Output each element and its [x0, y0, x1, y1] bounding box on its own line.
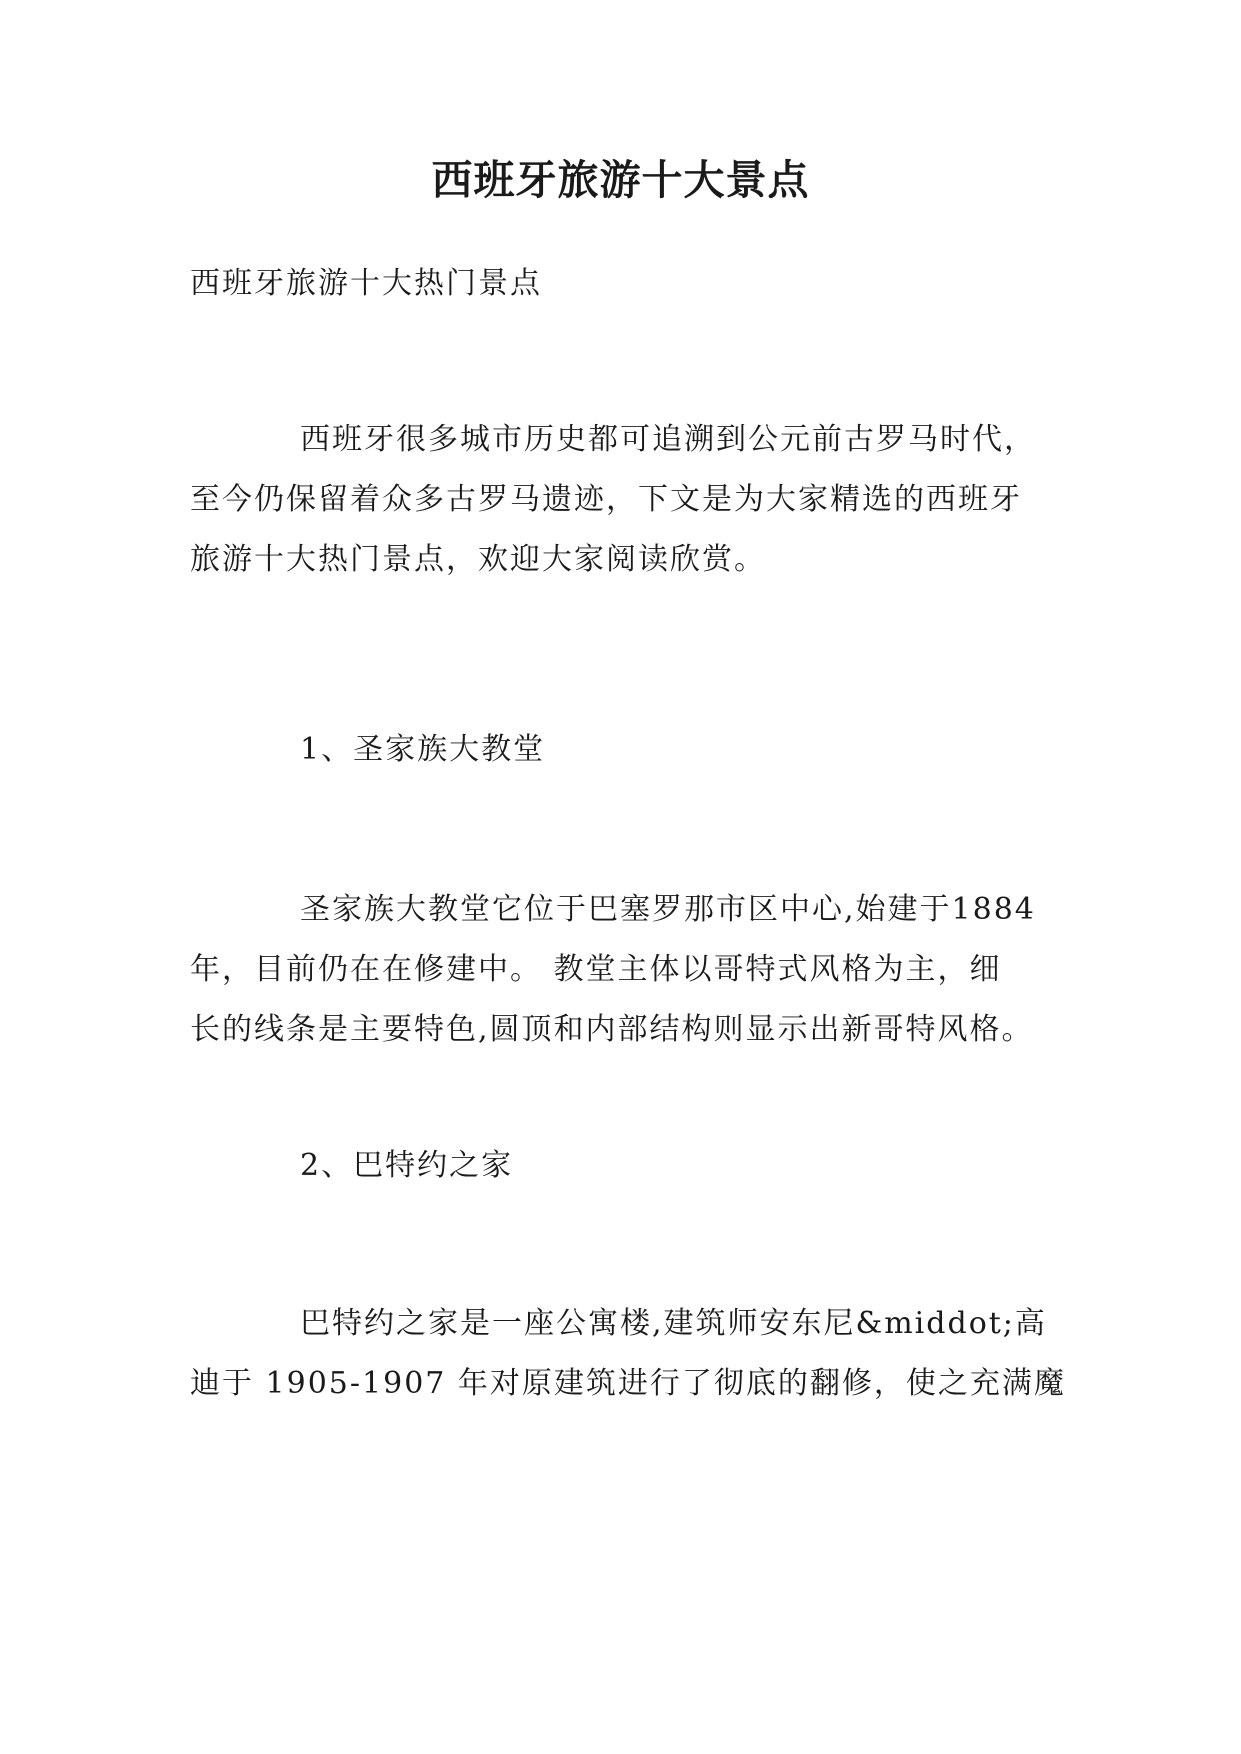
section-line: 年，目前仍在在修建中。 教堂主体以哥特式风格为主，细	[190, 952, 1002, 987]
section-line: 长的线条是主要特色,圆顶和内部结构则显示出新哥特风格。	[190, 1012, 1034, 1047]
section-line: 迪于 1905-1907 年对原建筑进行了彻底的翻修，使之充满魔	[190, 1366, 1066, 1401]
intro-paragraph	[190, 410, 1070, 590]
intro-line: 西班牙很多城市历史都可追溯到公元前古罗马时代，	[300, 422, 1036, 457]
document-title: 西班牙旅游十大景点	[431, 156, 810, 204]
section-paragraph-1	[190, 880, 1070, 1060]
section-line: 巴特约之家是一座公寓楼,建筑师安东尼&middot;高	[300, 1306, 1047, 1341]
intro-line: 至今仍保留着众多古罗马遗迹，下文是为大家精选的西班牙	[190, 482, 1022, 517]
section-heading-2	[190, 1136, 1070, 1196]
subtitle-text: 西班牙旅游十大热门景点	[190, 266, 542, 301]
section-heading-text: 2、巴特约之家	[300, 1148, 514, 1183]
section-heading-1	[190, 720, 1070, 780]
intro-line: 旅游十大热门景点，欢迎大家阅读欣赏。	[190, 542, 766, 577]
section-paragraph-2	[190, 1294, 1070, 1414]
section-heading-text: 1、圣家族大教堂	[300, 732, 546, 767]
section-line: 圣家族大教堂它位于巴塞罗那市区中心,始建于1884	[300, 892, 1036, 927]
document-subtitle	[190, 254, 1070, 314]
